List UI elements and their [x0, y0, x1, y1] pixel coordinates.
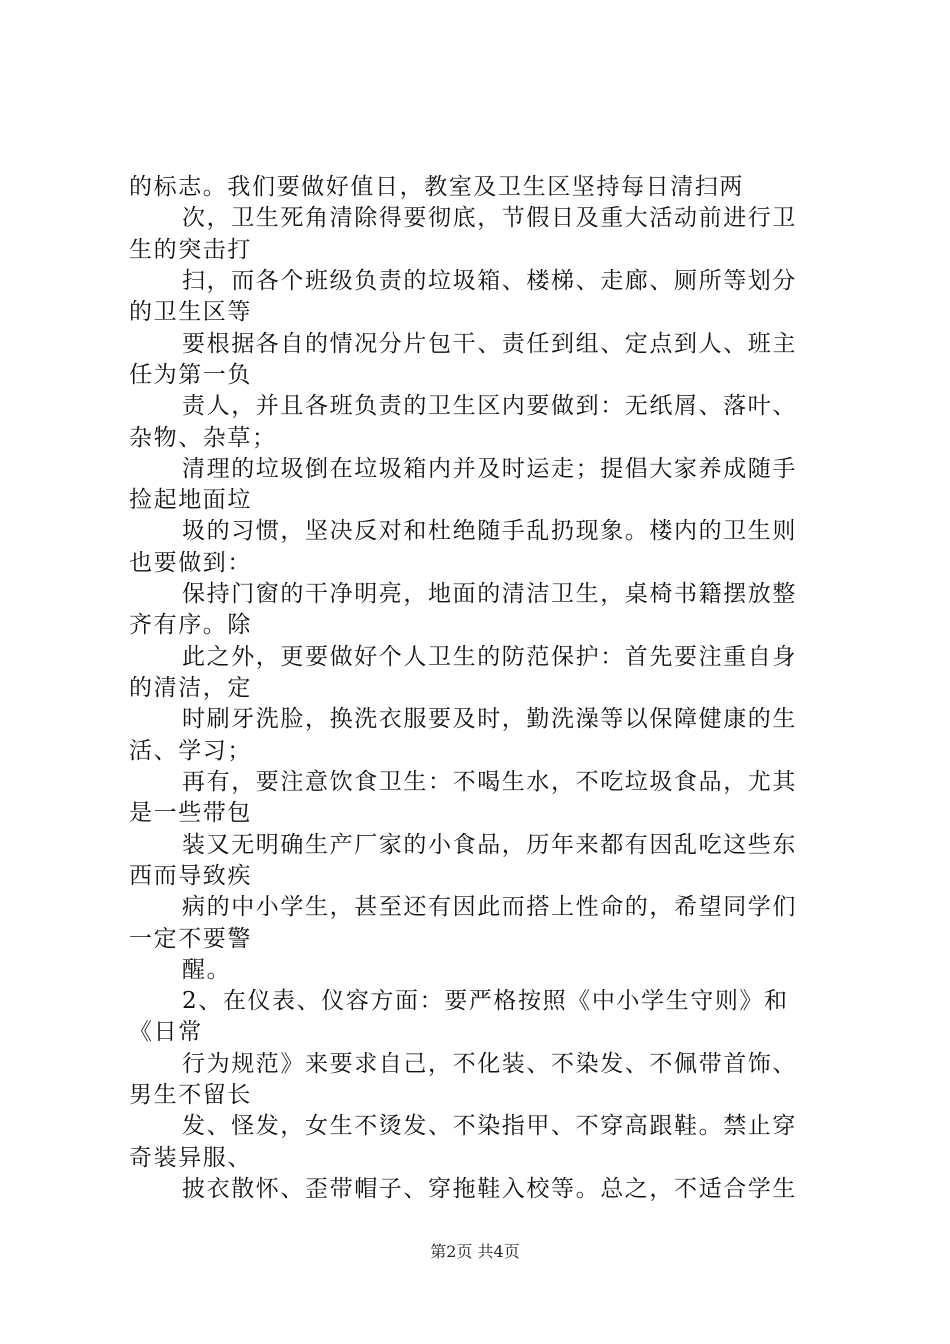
- text-line: 西而导致疾: [129, 863, 252, 889]
- text-line: 装又无明确生产厂家的小食品，历年来都有因乱吃这些东: [182, 832, 797, 858]
- text-line: 一定不要警: [129, 926, 252, 952]
- text-line: 清理的垃圾倒在垃圾箱内并及时运走；提倡大家养成随手: [182, 456, 797, 482]
- page-number-footer: 第2页 共4页: [430, 1242, 520, 1261]
- text-line: 醒。: [182, 957, 232, 983]
- text-line: 扫，而各个班级负责的垃圾箱、楼梯、走廊、厕所等划分: [182, 268, 797, 294]
- text-line: 保持门窗的干净明亮，地面的清洁卫生，桌椅书籍摆放整: [182, 581, 797, 607]
- text-line: 此之外，更要做好个人卫生的防范保护：首先要注重自身: [182, 644, 797, 670]
- text-line: 任为第一负: [129, 362, 252, 388]
- text-line: 的清洁，定: [129, 675, 252, 701]
- text-line: 男生不留长: [129, 1082, 252, 1108]
- text-line: 是一些带包: [129, 800, 252, 826]
- text-line: 圾的习惯，坚决反对和杜绝随手乱扔现象。楼内的卫生则: [182, 518, 797, 544]
- text-line: 时刷牙洗脸，换洗衣服要及时，勤洗澡等以保障健康的生: [182, 706, 797, 732]
- text-line: 《日常: [129, 1019, 203, 1045]
- text-line: 2、在仪表、仪容方面：要严格按照《中小学生守则》和: [182, 988, 789, 1014]
- text-line: 的标志。我们要做好值日，教室及卫生区坚持每日清扫两: [129, 174, 744, 200]
- text-line: 活、学习；: [129, 738, 252, 764]
- text-line: 奇装异服、: [129, 1145, 252, 1171]
- text-line: 齐有序。除: [129, 612, 252, 638]
- text-line: 的卫生区等: [129, 299, 252, 325]
- text-line: 杂物、杂草；: [129, 425, 277, 451]
- text-line: 发、怪发，女生不烫发、不染指甲、不穿高跟鞋。禁止穿: [182, 1113, 797, 1139]
- text-line: 也要做到：: [129, 550, 252, 576]
- text-line: 病的中小学生，甚至还有因此而搭上性命的，希望同学们: [182, 894, 797, 920]
- text-line: 次，卫生死角清除得要彻底，节假日及重大活动前进行卫: [182, 205, 797, 231]
- text-line: 生的突击打: [129, 237, 252, 263]
- text-line: 捡起地面垃: [129, 487, 252, 513]
- text-line: 责人，并且各班负责的卫生区内要做到：无纸屑、落叶、: [182, 393, 797, 419]
- text-line: 再有，要注意饮食卫生：不喝生水，不吃垃圾食品，尤其: [182, 769, 797, 795]
- text-line: 披衣散怀、歪带帽子、穿拖鞋入校等。总之，不适合学生: [182, 1176, 797, 1202]
- text-line: 行为规范》来要求自己，不化装、不染发、不佩带首饰、: [182, 1051, 797, 1077]
- text-line: 要根据各自的情况分片包干、责任到组、定点到人、班主: [182, 331, 797, 357]
